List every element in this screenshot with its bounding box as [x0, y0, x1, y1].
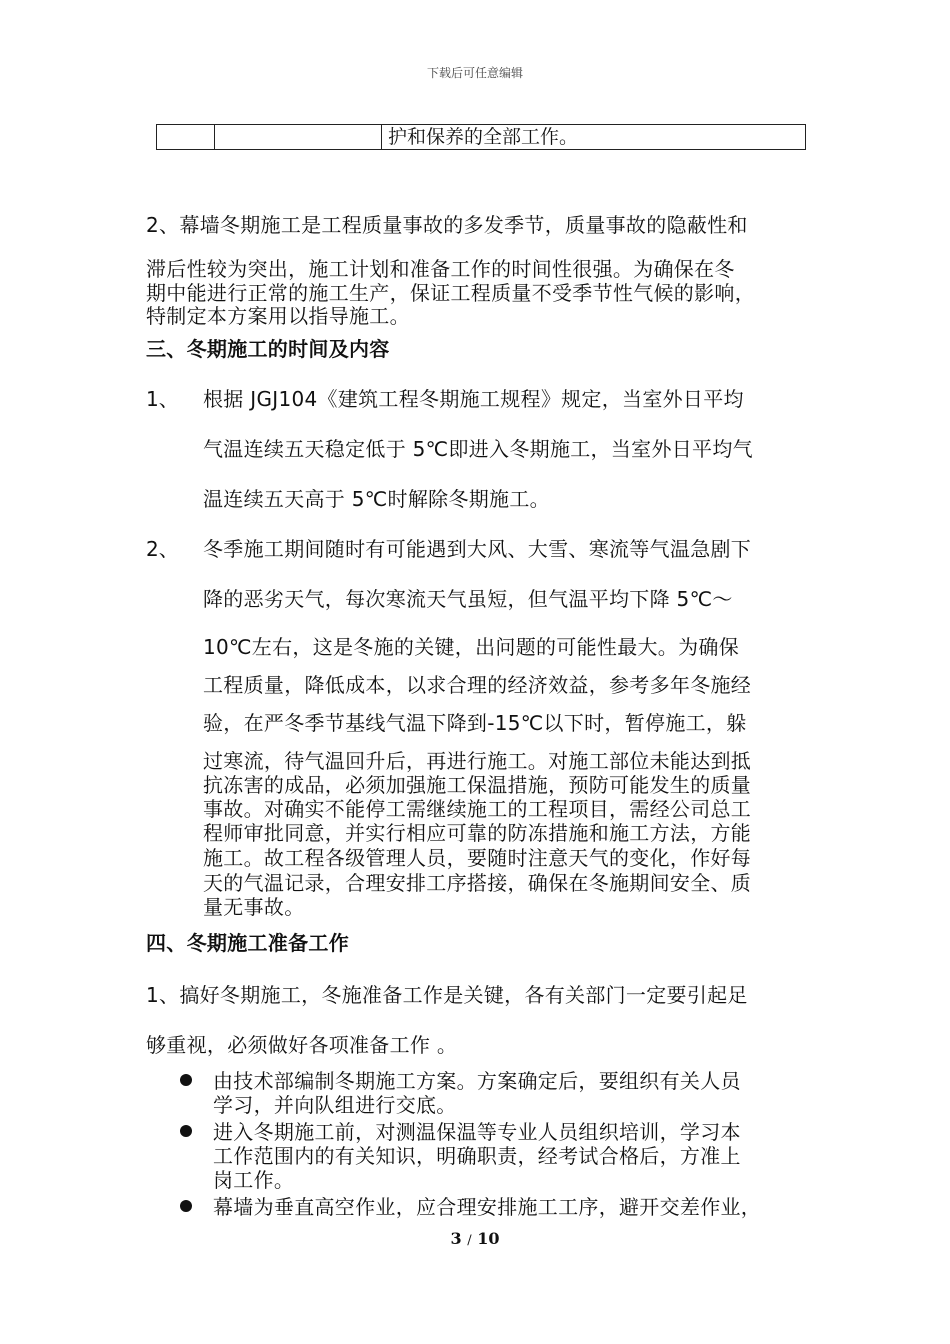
paragraph-line: 2、幕墙冬期施工是工程质量事故的多发季节，质量事故的隐蔽性和 — [146, 213, 748, 237]
page-separator: / — [467, 1233, 472, 1248]
bullet-line: 幕墙为垂直高空作业，应合理安排施工工序，避开交差作业， — [213, 1195, 762, 1219]
bullet-line: 学习，并向队组进行交底。 — [213, 1093, 457, 1117]
paragraph-line: 特制定本方案用以指导施工。 — [146, 304, 410, 328]
item-line: 验，在严冬季节基线气温下降到-15℃以下时，暂停施工，躲 — [203, 711, 747, 735]
paragraph-line: 滞后性较为突出，施工计划和准备工作的时间性很强。为确保在冬 — [146, 257, 735, 281]
item-line: 降的恶劣天气，每次寒流天气虽短，但气温平均下降 5℃～ — [203, 587, 733, 611]
bullet-line: 进入冬期施工前，对测温保温等专业人员组织培训，学习本 — [213, 1120, 741, 1144]
item-line: 程师审批同意，并实行相应可靠的防冻措施和施工方法，方能 — [203, 821, 752, 845]
item-line: 天的气温记录，合理安排工序搭接，确保在冬施期间安全、质 — [203, 871, 752, 895]
section-heading: 三、冬期施工的时间及内容 — [146, 337, 390, 361]
item-line: 气温连续五天稳定低于 5℃即进入冬期施工，当室外日平均气 — [203, 437, 753, 461]
item-line: 施工。故工程各级管理人员，要随时注意天气的变化，作好每 — [203, 846, 752, 870]
continued-table-row — [156, 124, 806, 150]
item-line: 10℃左右，这是冬施的关键，出问题的可能性最大。为确保 — [203, 635, 740, 659]
item-line: 过寒流，待气温回升后，再进行施工。对施工部位未能达到抵 — [203, 749, 752, 773]
bullet-line: 由技术部编制冬期施工方案。方案确定后，要组织有关人员 — [213, 1069, 741, 1093]
section-heading: 四、冬期施工准备工作 — [146, 931, 349, 955]
bullet-line: 工作范围内的有关知识，明确职责，经考试合格后，方准上 — [213, 1144, 741, 1168]
bullet-dot — [180, 1125, 192, 1137]
page-number — [0, 1229, 950, 1248]
item-line: 事故。对确实不能停工需继续施工的工程项目，需经公司总工 — [203, 797, 752, 821]
paragraph-line: 期中能进行正常的施工生产，保证工程质量不受季节性气候的影响， — [146, 281, 755, 305]
item-number: 1、 — [146, 387, 179, 411]
table-cell-1 — [157, 125, 215, 150]
table-cell-2 — [215, 125, 382, 150]
item-line: 冬季施工期间随时有可能遇到大风、大雪、寒流等气温急剧下 — [203, 537, 752, 561]
item-line: 温连续五天高于 5℃时解除冬期施工。 — [203, 487, 550, 511]
bullet-line: 岗工作。 — [213, 1168, 295, 1192]
bullet-dot — [180, 1074, 192, 1086]
item-line: 抗冻害的成品，必须加强施工保温措施，预防可能发生的质量 — [203, 773, 752, 797]
item-line: 工程质量，降低成本，以求合理的经济效益，参考多年冬施经 — [203, 673, 752, 697]
item-line: 量无事故。 — [203, 895, 305, 919]
item-line: 根据 JGJ104《建筑工程冬期施工规程》规定，当室外日平均 — [203, 387, 744, 411]
page-header: 下载后可任意编辑 — [426, 66, 523, 80]
paragraph-line: 1、搞好冬期施工，冬施准备工作是关键，各有关部门一定要引起足 — [146, 983, 748, 1007]
item-number: 2、 — [146, 537, 179, 561]
page-current: 3 — [450, 1229, 462, 1248]
paragraph-line: 够重视，必须做好各项准备工作 。 — [146, 1033, 458, 1057]
bullet-dot — [180, 1200, 192, 1212]
table-cell-3: 护和保养的全部工作。 — [382, 125, 806, 150]
page-total: 10 — [477, 1229, 500, 1248]
